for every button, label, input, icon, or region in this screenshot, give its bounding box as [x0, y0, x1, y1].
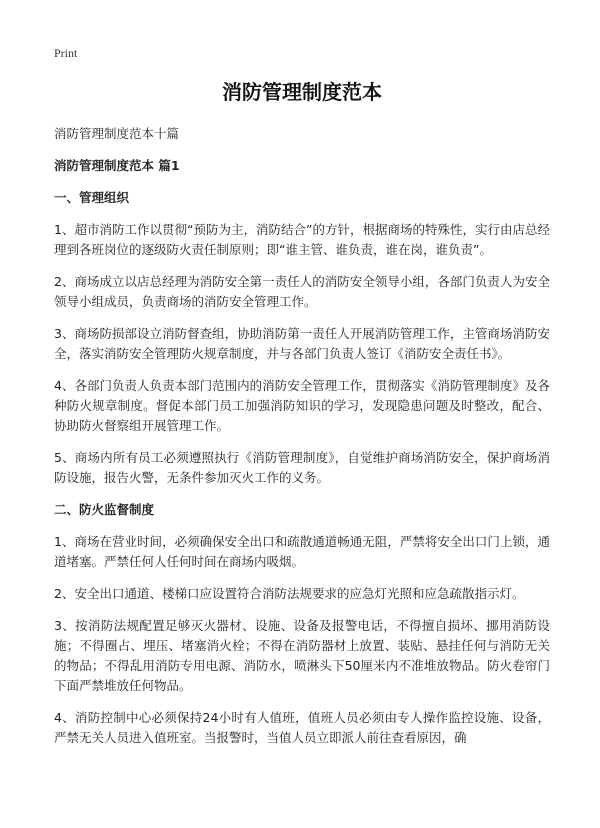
- section-heading-fire-supervision: 二、防火监督制度: [54, 502, 155, 517]
- paragraph: 3、按消防法规配置足够灭火器材、设施、设备及报警电话，不得擅自损坏、挪用消防设施；不得圈占、埋压、堵塞消火栓；不得在消防器材上放置、装贴、悬挂任何与消防无关的物品；不得乱用消防专用电源、消防水，喷淋头下50厘米内不准堆放物品。防火卷帘门下面严禁堆放任何物品。: [54, 618, 550, 693]
- document: [54, 80, 550, 760]
- paragraph: 3、商场防损部设立消防督查组，协助消防第一责任人开展消防管理工作，主管商场消防安全，落实消防安全管理防火规章制度，并与各部门负责人签订《消防安全责任书》。: [54, 326, 550, 361]
- paragraph: 5、商场内所有员工必须遵照执行《消防管理制度》，自觉维护商场消防安全，保护商场消防设施，报告火警，无条件参加灭火工作的义务。: [54, 450, 550, 485]
- document-subtitle: 消防管理制度范本十篇: [54, 126, 180, 141]
- document-title: 消防管理制度范本: [222, 80, 382, 104]
- article-title: 消防管理制度范本 篇1: [54, 158, 180, 173]
- print-link[interactable]: Print: [54, 46, 78, 60]
- paragraph: 1、商场在营业时间，必须确保安全出口和疏散通道畅通无阻，严禁将安全出口门上锁，通道堵塞。严禁任何人任何时间在商场内吸烟。: [54, 534, 550, 569]
- paragraph: 2、安全出口通道、楼梯口应设置符合消防法规要求的应急灯光照和应急疏散指示灯。: [54, 586, 525, 601]
- paragraph: 2、商场成立以店总经理为消防安全第一责任人的消防安全领导小组，各部门负责人为安全领导小组成员，负责商场的消防安全管理工作。: [54, 274, 550, 309]
- paragraph: 1、超市消防工作以贯彻“预防为主，消防结合”的方针，根据商场的特殊性，实行由店总经理到各班岗位的逐级防火责任制原则；即“谁主管、谁负责，谁在岗，谁负责”。: [54, 222, 551, 257]
- section-heading-management: 一、管理组织: [54, 190, 130, 205]
- paragraph: 4、消防控制中心必须保持24小时有人值班，值班人员必须由专人操作监控设施、设备，严禁无关人员进入值班室。当报警时，当值人员立即派人前往查看原因，确: [54, 710, 550, 745]
- paragraph: 4、各部门负责人负责本部门范围内的消防安全管理工作，贯彻落实《消防管理制度》及各种防火规章制度。督促本部门员工加强消防知识的学习，发现隐患问题及时整改，配合、协助防火督察组开展管理工作。: [54, 378, 550, 433]
